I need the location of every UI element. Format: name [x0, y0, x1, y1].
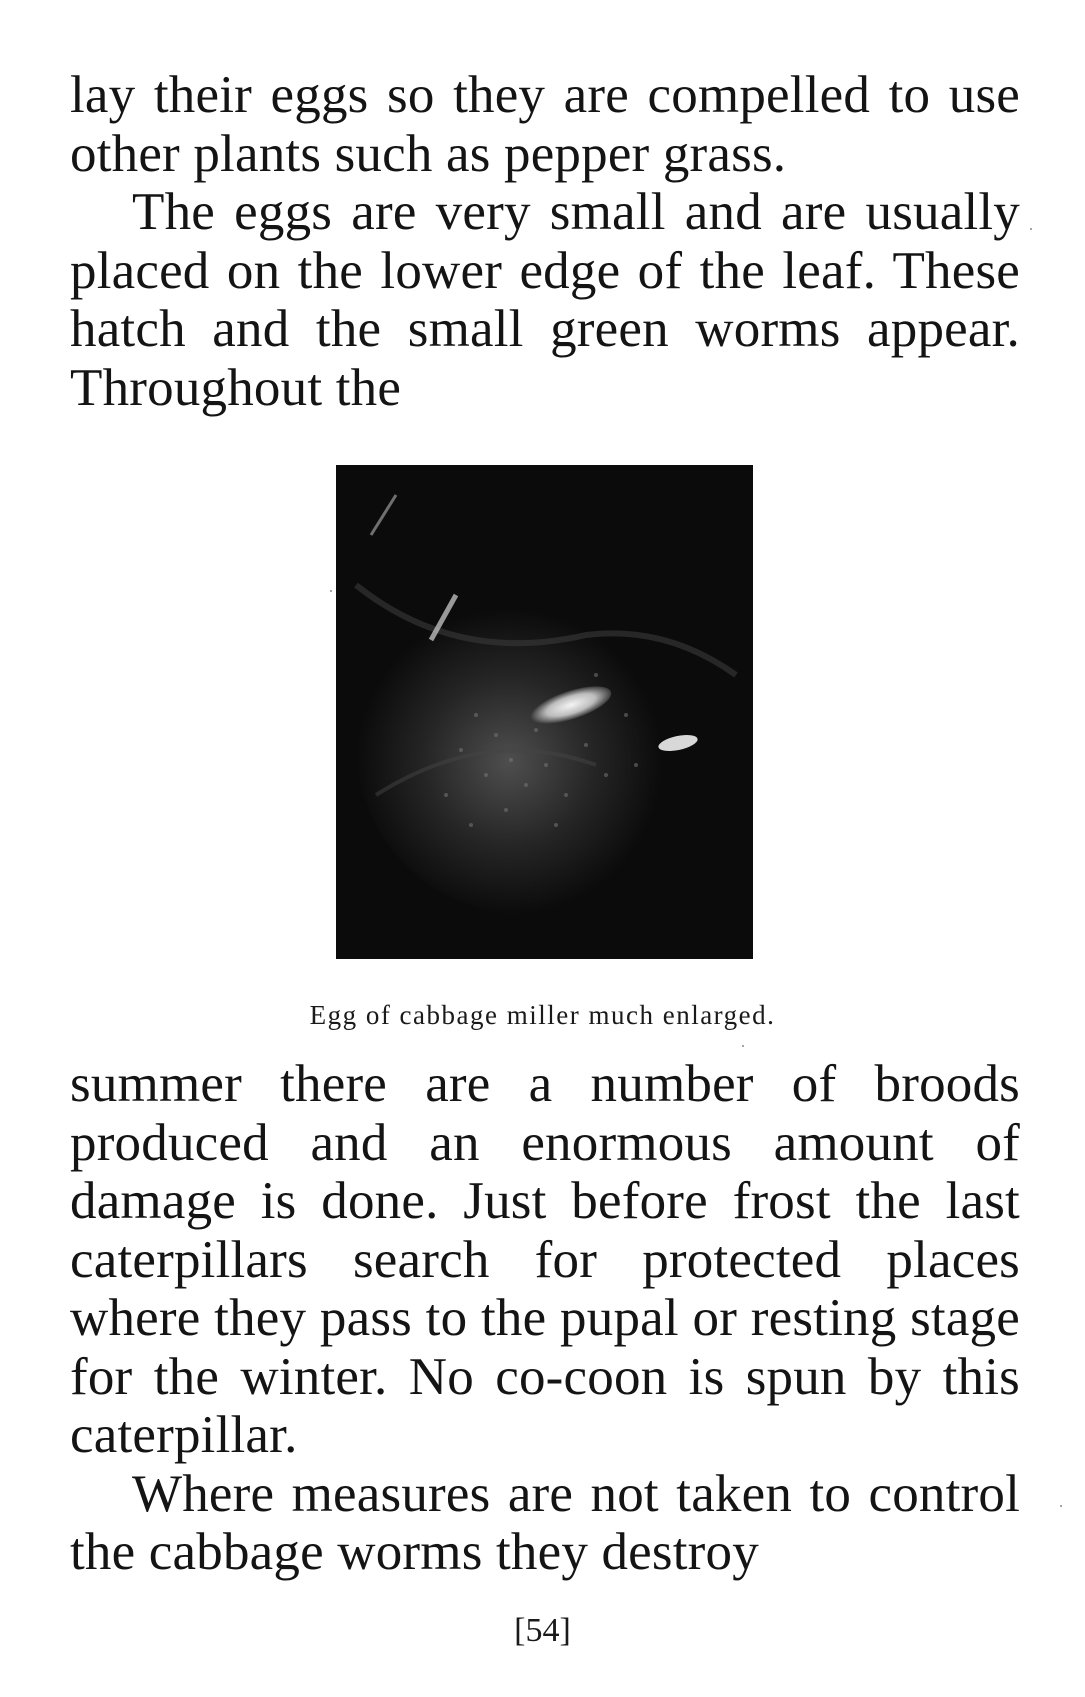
figure-caption: Egg of cabbage miller much enlarged. [309, 1000, 776, 1030]
paragraph-broods: summer there are a number of broods produced and an enormous amount of damage is done. Just before frost the last caterpillars search for protected places where they pass to the pupal or resting stage for the winter. No co-coon is spun by this caterpillar. [70, 1055, 1020, 1464]
print-speck [330, 590, 332, 592]
page-number: [54] [514, 1612, 571, 1649]
print-speck [1060, 1505, 1062, 1507]
egg-photograph [336, 465, 753, 959]
top-text-block [70, 66, 1020, 417]
paragraph-measures: Where measures are not taken to control the cabbage worms they destroy [70, 1464, 1020, 1581]
print-speck [1030, 228, 1032, 230]
bottom-text-block [70, 1055, 1020, 1582]
egg-photo-illustration [336, 465, 753, 959]
paragraph-eggs: The eggs are very small and are usually placed on the lower edge of the leaf. These hatch and the small green worms appear. Throughout the [70, 183, 1020, 417]
print-speck [742, 1045, 744, 1047]
paragraph-continuation: lay their eggs so they are compelled to use other plants such as pepper grass. [70, 66, 1020, 183]
